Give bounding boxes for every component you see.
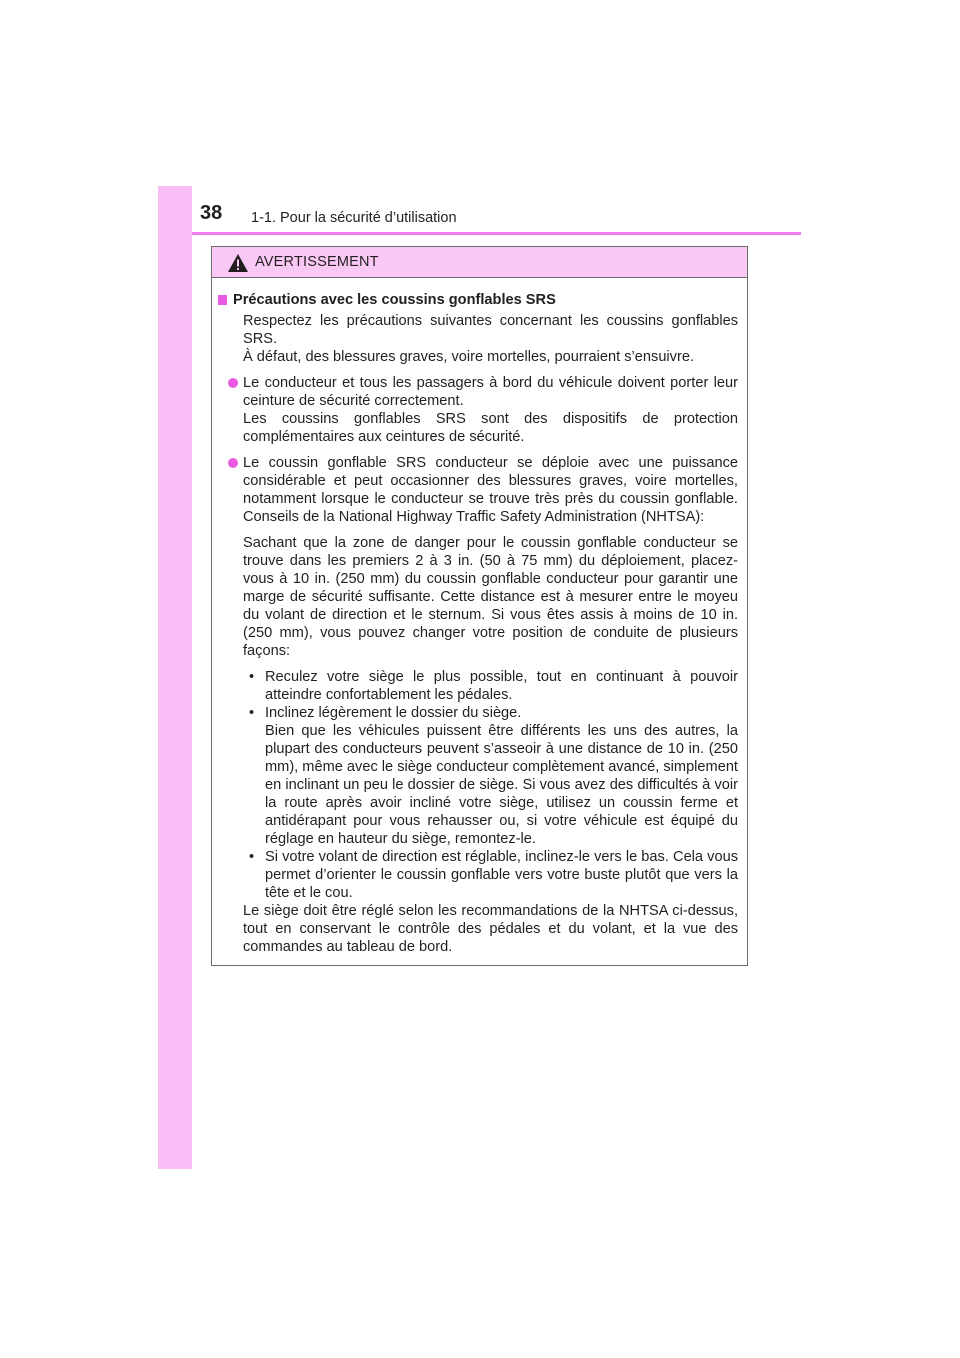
section-title: 1-1. Pour la sécurité d’utilisation — [251, 210, 457, 226]
warning-label: AVERTISSEMENT — [255, 254, 379, 270]
danger-zone-paragraph: Sachant que la zone de danger pour le coussin gonflable conducteur se trouve dans les premiers 2 à 3 in. (50 à 75 mm) du déploiement, placez-vous à 10 in. (250 mm) du coussin gonflable conducteur pour garantir une marge de sécurité suffisante. Cette distance est à mesurer entre le moyeu du volant de direction et le sternum. Si vous êtes assis à moins de 10 in. (250 mm), vous pouvez changer votre position de conduite de plusieurs façons: — [243, 535, 738, 659]
list-item-detail: Bien que les véhicules puissent être différents les uns des autres, la plupart des conducteurs peuvent s’asseoir à une distance de 10 in. (250 mm), même avec le siège conducteur complètement avancé, simplement en inclinant un peu le dossier de siège. Si vous avez des difficultés à voir la route après avoir incliné votre siège, utilisez un coussin ferme et antidérapant pour vous rehausser ou, si votre véhicule est équipé du réglage en hauteur du siège, remontez-le. — [265, 723, 738, 847]
page-number: 38 — [200, 202, 223, 224]
warning-box — [211, 246, 748, 966]
list-bullet: • — [249, 849, 255, 865]
closing-paragraph: Le siège doit être réglé selon les recommandations de la NHTSA ci-dessus, tout en conservant le contrôle des pédales et du volant, et la vue des commandes au tableau de bord. — [243, 903, 738, 955]
list-item — [218, 704, 741, 848]
list-item — [218, 668, 741, 704]
intro-consequence: À défaut, des blessures graves, voire mortelles, pourraient s’ensuivre. — [243, 349, 695, 365]
list-bullet: • — [249, 669, 255, 685]
bullet-driver-airbag-text: Le coussin gonflable SRS conducteur se déploie avec une puissance considérable et peut occasionner des blessures graves, voire mortelles, notamment lorsque le conducteur se trouve très près du coussin gonflable. Conseils de la National Highway Traffic Safety Administration (NHTSA): — [243, 455, 738, 525]
warning-header — [212, 247, 747, 278]
warning-body — [212, 278, 747, 956]
list-item-text: Inclinez légèrement le dossier du siège. — [265, 705, 522, 721]
bullet-seatbelt — [218, 374, 741, 446]
bullet-driver-airbag — [218, 454, 741, 660]
list-item — [218, 848, 741, 902]
warning-heading-text: Précautions avec les coussins gonflables SRS — [233, 292, 556, 308]
circle-bullet-icon — [228, 378, 238, 388]
warning-triangle-icon — [227, 253, 249, 273]
square-bullet-icon — [218, 295, 227, 305]
header-rule — [192, 232, 801, 235]
warning-heading — [218, 291, 741, 309]
list-item-text: Si votre volant de direction est réglable, inclinez-le vers le bas. Cela vous permet d’orienter le coussin gonflable vers votre buste plutôt que vers la tête et le cou. — [265, 849, 738, 901]
bullet-seatbelt-text: Le conducteur et tous les passagers à bord du véhicule doivent porter leur ceinture de sécurité correctement. — [243, 375, 738, 409]
list-bullet: • — [249, 705, 255, 721]
bullet-seatbelt-note: Les coussins gonflables SRS sont des dispositifs de protection complémentaires aux ceintures de sécurité. — [243, 411, 738, 445]
intro-paragraph: Respectez les précautions suivantes concernant les coussins gonflables SRS. — [243, 313, 738, 347]
chapter-side-band — [158, 186, 192, 1169]
list-item-text: Reculez votre siège le plus possible, tout en continuant à pouvoir atteindre confortablement les pédales. — [265, 669, 738, 703]
circle-bullet-icon — [228, 458, 238, 468]
